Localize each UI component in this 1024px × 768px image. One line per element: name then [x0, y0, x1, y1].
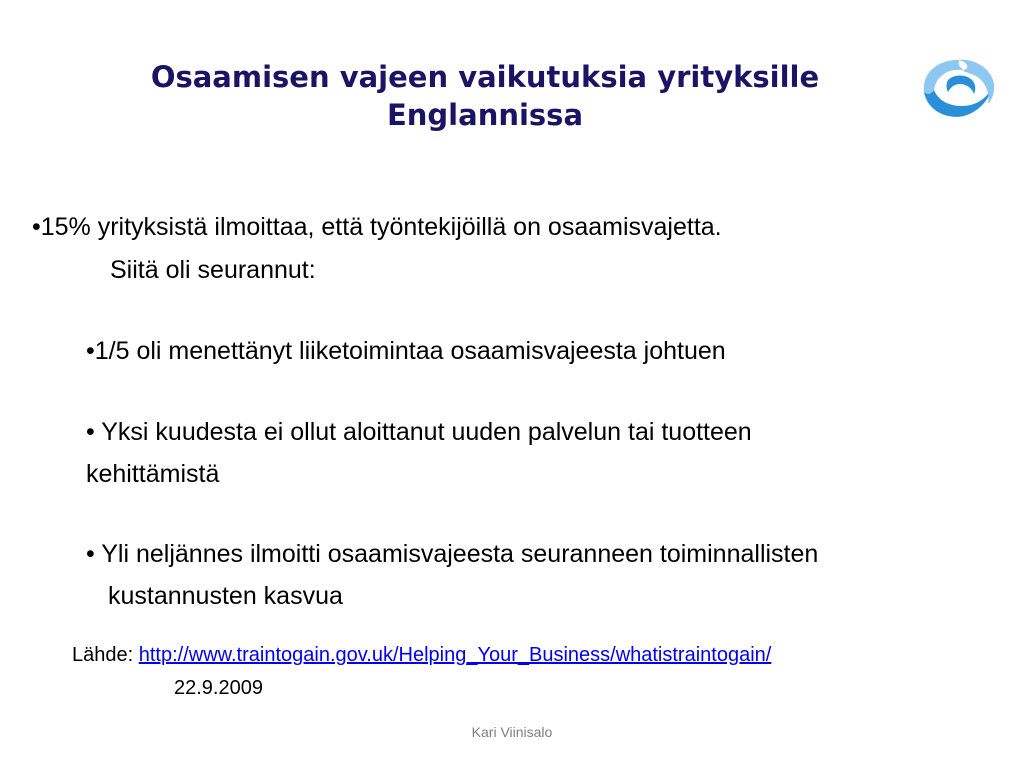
bullet-increased-costs: • Yli neljännes ilmoitti osaamisvajeesta seuranneen toiminnallisten	[86, 540, 819, 568]
bullet-no-new-product-cont: kehittämistä	[86, 460, 220, 488]
bullet-skills-gap-share: •15% yrityksistä ilmoittaa, että työntekijöillä on osaamisvajetta.	[32, 213, 722, 241]
source-label: Lähde:	[72, 644, 139, 666]
slide-title-line1: Osaamisen vajeen vaikutuksia yrityksille	[150, 60, 820, 94]
bullet-increased-costs-cont: kustannusten kasvua	[108, 582, 343, 610]
source-date: 22.9.2009	[174, 677, 263, 699]
bullet-consequences-intro: Siitä oli seurannut:	[110, 256, 316, 284]
source-link[interactable]: http://www.traintogain.gov.uk/Helping_Your_Business/whatistraintogain/	[138, 644, 772, 666]
swirl-logo-icon	[918, 54, 998, 122]
slide-title-line2: Englannissa	[386, 98, 584, 132]
source-line	[72, 643, 771, 667]
footer-author: Kari Viinisalo	[471, 724, 553, 740]
bullet-lost-business: •1/5 oli menettänyt liiketoimintaa osaamisvajeesta johtuen	[86, 337, 726, 365]
slide-title	[60, 58, 910, 134]
bullet-no-new-product: • Yksi kuudesta ei ollut aloittanut uuden palvelun tai tuotteen	[86, 418, 752, 446]
